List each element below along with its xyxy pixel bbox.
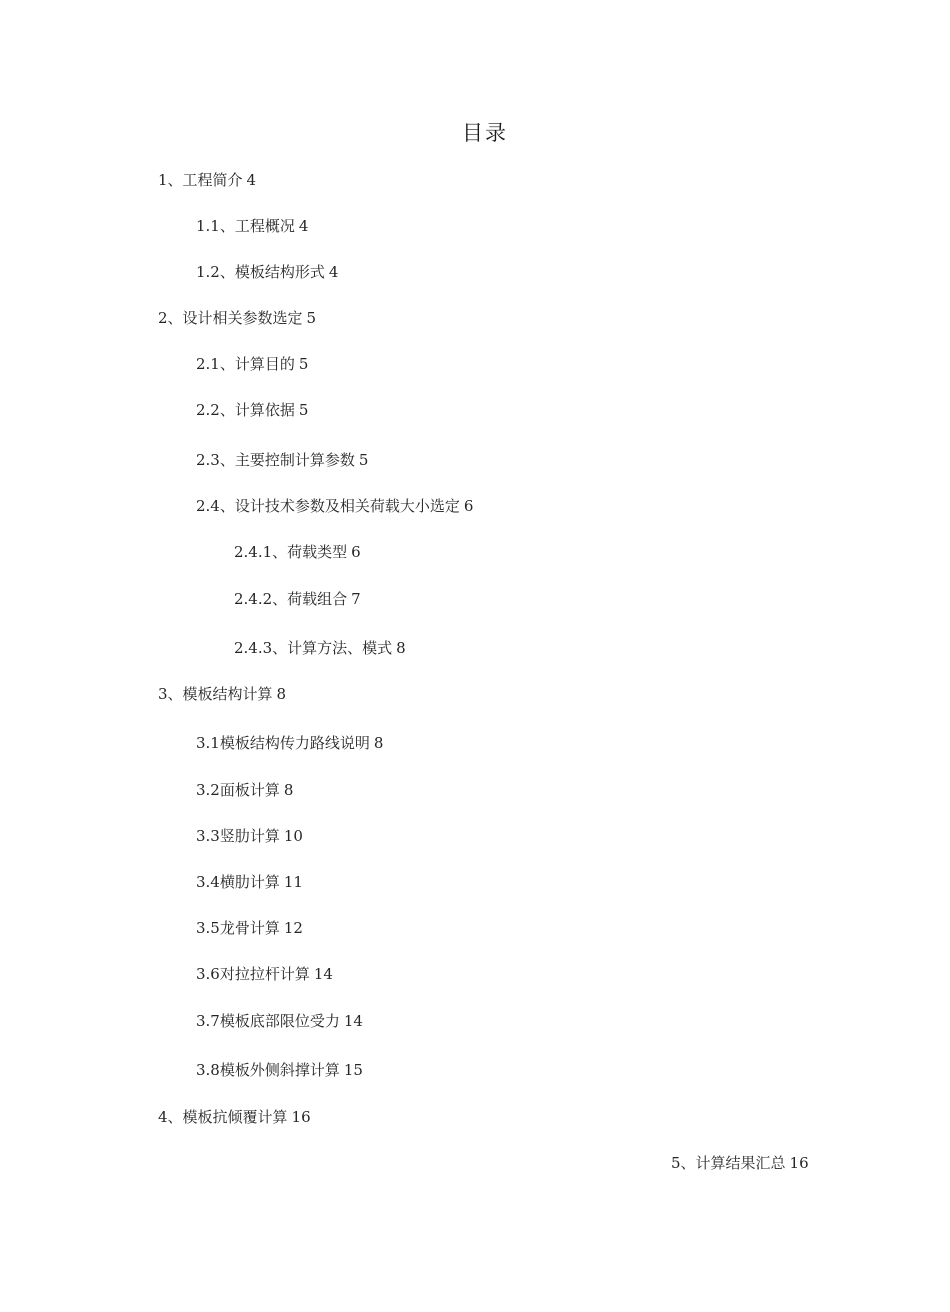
toc-entry-3-4[interactable] (196, 872, 303, 892)
toc-page-number: 8 (396, 639, 406, 657)
toc-entry-2-4[interactable] (196, 496, 473, 516)
toc-entry-1-1[interactable] (196, 216, 308, 236)
toc-page-number: 8 (283, 781, 294, 799)
toc-entry-text: 3.8模板外侧斜撑计算 (196, 1061, 340, 1079)
toc-entry-text: 2.4.2、荷载组合 (234, 590, 348, 608)
toc-entry-2-1[interactable] (196, 354, 308, 374)
toc-page-number: 4 (328, 263, 339, 281)
toc-page-number: 4 (246, 171, 257, 189)
toc-entry-2-4-3[interactable] (234, 638, 406, 658)
toc-page-number: 16 (291, 1108, 311, 1126)
toc-page-number: 14 (313, 965, 333, 983)
toc-entry-3-8[interactable] (196, 1060, 363, 1080)
toc-entry-3-2[interactable] (196, 780, 293, 800)
toc-page-number: 6 (463, 497, 474, 515)
toc-page-number: 8 (276, 685, 287, 703)
toc-entry-text: 1.2、模板结构形式 (196, 263, 325, 281)
toc-entry-4[interactable] (158, 1107, 311, 1127)
toc-entry-1[interactable] (158, 170, 256, 190)
toc-page-number: 15 (343, 1061, 363, 1079)
toc-entry-text: 2.4、设计技术参数及相关荷载大小选定 (196, 497, 460, 515)
toc-entry-text: 4、模板抗倾覆计算 (158, 1108, 288, 1126)
toc-page-number: 5 (298, 355, 309, 373)
toc-title: 目录 (462, 121, 508, 145)
toc-entry-3[interactable] (158, 684, 286, 704)
toc-entry-3-6[interactable] (196, 964, 333, 984)
toc-entry-2-4-2[interactable] (234, 589, 361, 609)
toc-entry-text: 3.4横肋计算 (196, 873, 280, 891)
toc-entry-text: 3.2面板计算 (196, 781, 280, 799)
toc-page-number: 12 (283, 919, 303, 937)
toc-entry-3-3[interactable] (196, 826, 303, 846)
toc-entry-text: 2.4.1、荷载类型 (234, 543, 348, 561)
toc-entry-2-2[interactable] (196, 400, 308, 420)
toc-page-number: 6 (351, 543, 361, 561)
toc-entry-2-4-1[interactable] (234, 542, 361, 562)
toc-entry-text: 3.7模板底部限位受力 (196, 1012, 340, 1030)
toc-page-number: 8 (373, 734, 384, 752)
toc-entry-3-1[interactable] (196, 733, 383, 753)
toc-page-number: 4 (298, 217, 309, 235)
toc-entry-text: 3、模板结构计算 (158, 685, 273, 703)
toc-page-number: 14 (343, 1012, 363, 1030)
toc-entry-text: 2.4.3、计算方法、模式 (234, 639, 393, 657)
toc-page-number: 5 (306, 309, 317, 327)
toc-entry-2[interactable] (158, 308, 316, 328)
toc-entry-text: 3.5龙骨计算 (196, 919, 280, 937)
toc-entry-3-7[interactable] (196, 1011, 363, 1031)
toc-entry-text: 2、设计相关参数选定 (158, 309, 303, 327)
toc-entry-text: 5、计算结果汇总 (671, 1154, 786, 1172)
toc-entry-text: 3.6对拉拉杆计算 (196, 965, 310, 983)
toc-page-number: 5 (298, 401, 309, 419)
toc-entry-text: 3.1模板结构传力路线说明 (196, 734, 370, 752)
toc-entry-1-2[interactable] (196, 262, 338, 282)
toc-entry-text: 1、工程简介 (158, 171, 243, 189)
toc-entry-2-3[interactable] (196, 450, 368, 470)
toc-page-number: 16 (789, 1154, 809, 1172)
toc-entry-3-5[interactable] (196, 918, 303, 938)
toc-page-number: 7 (351, 590, 361, 608)
toc-entry-5[interactable] (671, 1153, 809, 1173)
toc-entry-text: 3.3竖肋计算 (196, 827, 280, 845)
toc-entry-text: 2.3、主要控制计算参数 (196, 451, 355, 469)
toc-entry-text: 2.1、计算目的 (196, 355, 295, 373)
toc-page-number: 5 (358, 451, 369, 469)
toc-entry-text: 2.2、计算依据 (196, 401, 295, 419)
toc-page-number: 10 (283, 827, 303, 845)
toc-page-number: 11 (283, 873, 303, 891)
toc-entry-text: 1.1、工程概况 (196, 217, 295, 235)
